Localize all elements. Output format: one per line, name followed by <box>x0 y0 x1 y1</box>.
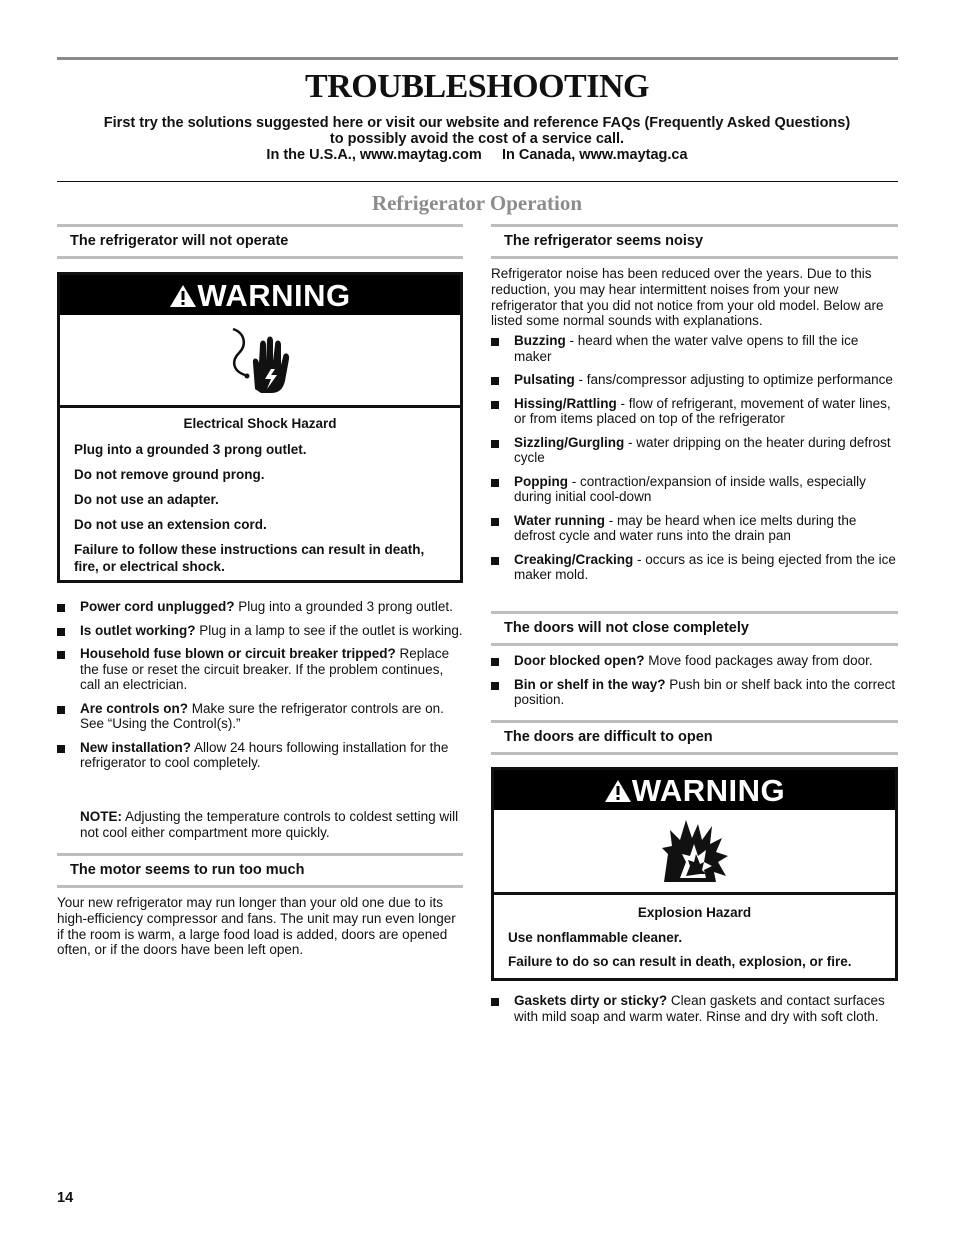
warning-line: Do not use an adapter. <box>74 492 219 507</box>
list-item: Is outlet working? Plug in a lamp to see if the outlet is working. <box>57 623 463 639</box>
warning-header-label: WARNING <box>631 773 786 808</box>
warning-line: Use nonflammable cleaner. <box>508 930 683 945</box>
explosion-icon-area <box>494 810 895 895</box>
list-item: Water running - may be heard when ice melts during the defrost cycle and water runs into the drain pan <box>491 513 898 544</box>
hazard-title: Electrical Shock Hazard <box>183 416 337 431</box>
section-title: Refrigerator Operation <box>371 191 583 215</box>
explosion-warning-box <box>491 767 898 981</box>
list-item: Pulsating - fans/compressor adjusting to optimize performance <box>491 372 898 388</box>
warning-header <box>60 275 460 315</box>
warning-line: Do not remove ground prong. <box>74 467 265 482</box>
intro-text <box>0 115 954 163</box>
list-item: Are controls on? Make sure the refrigerator controls are on. See “Using the Control(s).” <box>57 701 463 732</box>
hazard-title: Explosion Hazard <box>637 905 752 920</box>
intro-line-2: to possibly avoid the cost of a service call. <box>329 131 625 147</box>
warning-triangle-icon <box>169 283 197 309</box>
warning-body <box>494 904 895 970</box>
section-rule <box>57 181 898 182</box>
list-item: New installation? Allow 24 hours following installation for the refrigerator to cool completely. <box>57 740 463 771</box>
heading-will-not-operate: The refrigerator will not operate <box>57 224 463 259</box>
page-title: TROUBLESHOOTING <box>305 68 649 105</box>
door-bullet-list <box>491 653 898 708</box>
heading-doors-not-close: The doors will not close completely <box>491 611 898 646</box>
electrical-warning-box <box>57 272 463 583</box>
warning-line: Do not use an extension cord. <box>74 517 267 532</box>
heading-noisy: The refrigerator seems noisy <box>491 224 898 259</box>
list-item: Door blocked open? Move food packages away from door. <box>491 653 898 669</box>
warning-header <box>494 770 895 810</box>
heading-motor-runs: The motor seems to run too much <box>57 853 463 888</box>
operate-bullet-list <box>57 599 463 779</box>
top-rule <box>57 57 898 60</box>
list-item: Power cord unplugged? Plug into a grounded 3 prong outlet. <box>57 599 463 615</box>
page-number: 14 <box>57 1190 74 1206</box>
list-item: Gaskets dirty or sticky? Clean gaskets and contact surfaces with mild soap and warm water. Rinse and dry with soft cloth. <box>491 993 898 1024</box>
note-text: NOTE: Adjusting the temperature controls to coldest setting will not cool either compartment more quickly. <box>80 809 459 840</box>
electrical-shock-icon <box>225 323 295 397</box>
list-item: Buzzing - heard when the water valve opens to fill the ice maker <box>491 333 898 364</box>
intro-line-1: First try the solutions suggested here or visit our website and reference FAQs (Frequently Asked Questions) <box>103 115 851 131</box>
list-item: Popping - contraction/expansion of inside walls, especially during initial cool-down <box>491 474 898 505</box>
list-item: Bin or shelf in the way? Push bin or shelf back into the correct position. <box>491 677 898 708</box>
warning-triangle-icon <box>604 778 632 804</box>
explosion-icon <box>660 818 730 884</box>
list-item: Hissing/Rattling - flow of refrigerant, movement of water lines, or from items placed on top of the refrigerator <box>491 396 898 427</box>
warning-line: Plug into a grounded 3 prong outlet. <box>74 442 307 457</box>
shock-icon-area <box>60 315 460 408</box>
heading-doors-difficult: The doors are difficult to open <box>491 720 898 755</box>
noise-bullet-list <box>491 333 898 583</box>
warning-header-label: WARNING <box>197 278 351 313</box>
list-item: Sizzling/Gurgling - water dripping on the heater during defrost cycle <box>491 435 898 466</box>
list-item: Household fuse blown or circuit breaker tripped? Replace the fuse or reset the circuit breaker. If the problem continues, call an electrician. <box>57 646 463 693</box>
intro-line-3: In the U.S.A., www.maytag.com In Canada, www.maytag.ca <box>266 147 688 163</box>
list-item: Creaking/Cracking - occurs as ice is being ejected from the ice maker mold. <box>491 552 898 583</box>
warning-line: Failure to do so can result in death, explosion, or fire. <box>508 954 852 969</box>
noisy-paragraph: Refrigerator noise has been reduced over the years. Due to this reduction, you may hear intermittent noises from your new refrigerator that you did not notice from your old model. Below are listed some normal sounds with explanations. <box>491 266 884 329</box>
warning-body <box>60 415 460 575</box>
warning-line: Failure to follow these instructions can result in death, fire, or electrical shock. <box>74 542 425 574</box>
gasket-bullet-list <box>491 993 898 1024</box>
motor-paragraph: Your new refrigerator may run longer than your old one due to its high-efficiency compressor and fans. The unit may run even longer if the room is warm, a large food load is added, doors are opened often, or if the doors have been left open. <box>57 895 456 958</box>
